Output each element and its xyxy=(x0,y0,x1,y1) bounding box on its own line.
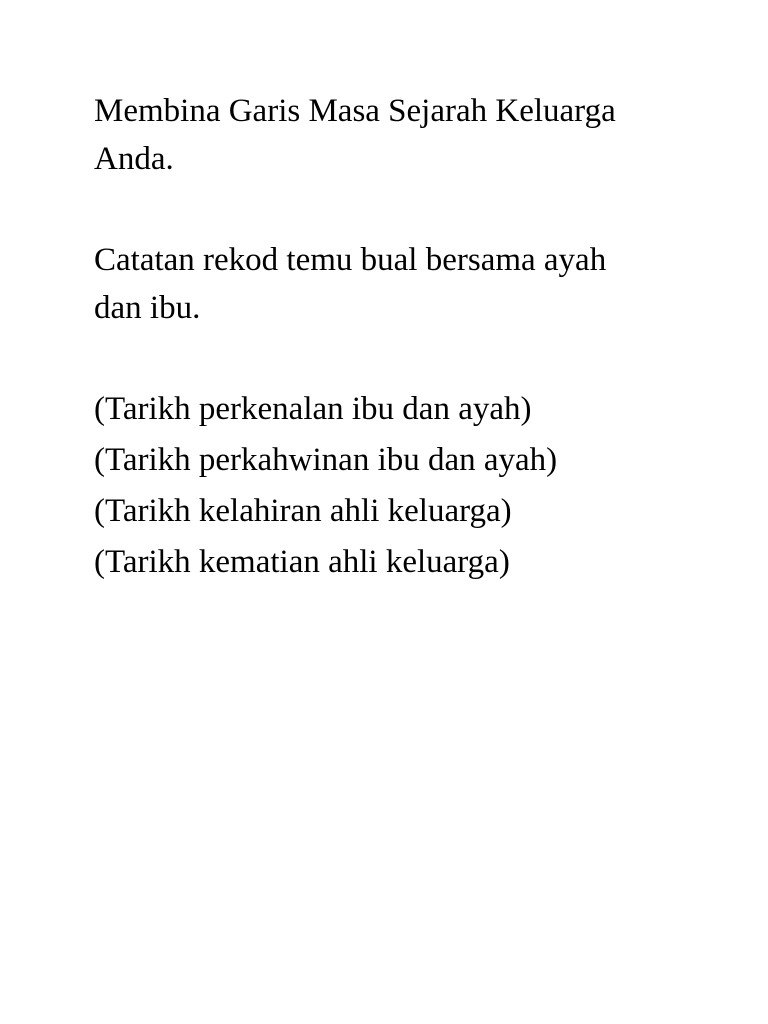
list-item: (Tarikh kelahiran ahli keluarga) xyxy=(94,493,512,529)
document-title-line: Anda. xyxy=(94,141,174,177)
date-item-list xyxy=(94,385,714,589)
list-item: (Tarikh kematian ahli keluarga) xyxy=(94,544,510,580)
paragraph-gap xyxy=(94,183,714,236)
document-subtitle-line: Catatan rekod temu bual bersama ayah xyxy=(94,242,607,278)
paragraph-gap xyxy=(94,332,714,385)
list-item: (Tarikh perkahwinan ibu dan ayah) xyxy=(94,442,558,478)
document-content xyxy=(94,87,714,589)
document-subtitle xyxy=(94,236,714,332)
document-subtitle-line: dan ibu. xyxy=(94,290,201,326)
document-title xyxy=(94,87,714,183)
document-title-line: Membina Garis Masa Sejarah Keluarga xyxy=(94,93,616,129)
list-item: (Tarikh perkenalan ibu dan ayah) xyxy=(94,391,532,427)
